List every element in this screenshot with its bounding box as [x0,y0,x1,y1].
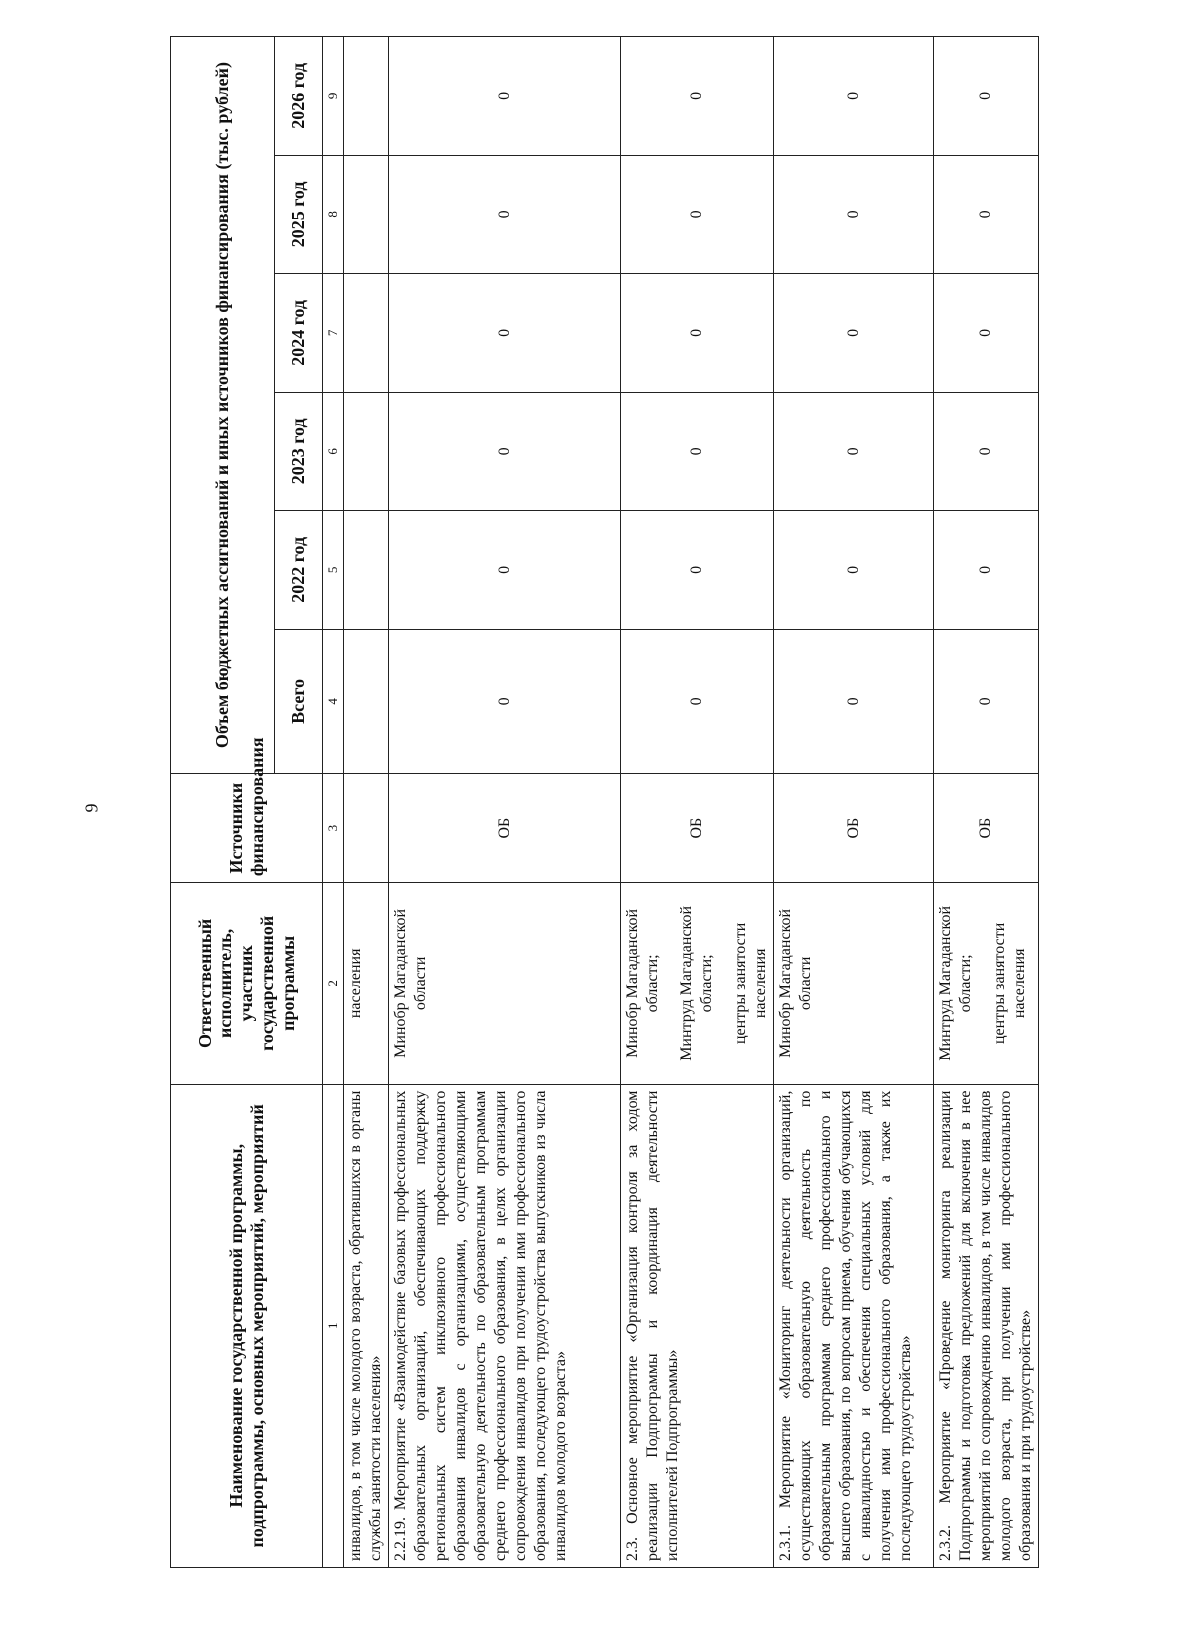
header-2022: 2022 год [275,511,323,629]
row-2026: 0 [621,37,774,156]
responsible-line: Минобр Магаданской области; [624,908,662,1058]
row-2025: 0 [389,155,621,273]
column-number: 2 [323,883,344,1084]
responsible-line: центры занятости населения [732,922,770,1045]
row-2025 [344,155,389,273]
column-number: 5 [323,511,344,629]
row-name: инвалидов, в том числе молодого возраста, обратившихся в органы службы занятости населения» [344,1084,389,1567]
row-source: ОБ [774,774,934,883]
row-2024 [344,274,389,392]
row-2025: 0 [774,155,934,273]
header-2026: 2026 год [275,37,323,156]
responsible-line: Минобр Магаданской области [392,908,430,1058]
row-2024: 0 [934,274,1039,392]
column-number: 4 [323,629,344,774]
row-2023: 0 [621,392,774,510]
row-responsible [621,883,774,1084]
row-2023: 0 [389,392,621,510]
row-responsible [774,883,934,1084]
table-row [389,37,621,1568]
header-responsible: Ответственный исполнитель, участник государственной программы [171,883,323,1084]
row-name: 2.3.2. Мероприятие «Проведение мониторинга реализации Подпрограммы и подготовка предложений для включения в нее мероприятий по сопровождению инвалидов, в том числе инвалидов молодого возраста, при получении ими профессионального образования и при трудоустройстве» [934,1084,1039,1567]
row-2026: 0 [774,37,934,156]
header-2024: 2024 год [275,274,323,392]
row-2022 [344,511,389,629]
responsible-line: центры занятости населения [991,922,1029,1045]
header-total: Всего [275,629,323,774]
row-responsible [934,883,1039,1084]
column-number: 8 [323,155,344,273]
row-2024: 0 [389,274,621,392]
table-row [934,37,1039,1568]
header-2025: 2025 год [275,155,323,273]
row-2026: 0 [389,37,621,156]
responsible-line: населения [347,948,365,1019]
row-name: 2.3.1. Мероприятие «Мониторинг деятельности организаций, осуществляющих образовательную деятельность по образовательным программам среднего профессионального и высшего образования, по вопросам приема, обучения обучающихся с инвалидностью и обеспечения специальных условий для получения ими профессионального образования, а также их последующего трудоустройства» [774,1084,934,1567]
row-2026: 0 [934,37,1039,156]
row-name: 2.2.19. Мероприятие «Взаимодействие базовых профессиональных образовательных организаций, обеспечивающих поддержку региональных систем инклюзивного профессионального образования инвалидов с организациями, осуществляющими образовательную деятельность по образовательным программам среднего профессионального образования, в целях организации сопровождения инвалидов при получении ими профессионального образования, последующего трудоустройства выпускников из числа инвалидов молодого возраста» [389,1084,621,1567]
header-volume: Объем бюджетных ассигнований и иных источников финансирования (тыс. рублей) [171,37,275,774]
responsible-line: Минобр Магаданской области [777,908,815,1058]
financing-table [170,36,1039,1568]
row-source [344,774,389,883]
row-2026 [344,37,389,156]
row-2022: 0 [934,511,1039,629]
row-total: 0 [934,629,1039,774]
table-row [774,37,934,1568]
responsible-line: Минтруд Магаданской области; [678,905,716,1061]
row-source: ОБ [934,774,1039,883]
row-total: 0 [389,629,621,774]
row-2022: 0 [389,511,621,629]
row-total [344,629,389,774]
row-2022: 0 [774,511,934,629]
header-2023: 2023 год [275,392,323,510]
row-2023 [344,392,389,510]
column-number: 6 [323,392,344,510]
column-number: 9 [323,37,344,156]
row-responsible [389,883,621,1084]
column-number-row [323,37,344,1568]
row-source: ОБ [389,774,621,883]
row-2024: 0 [774,274,934,392]
row-source: ОБ [621,774,774,883]
column-number: 3 [323,774,344,883]
page-number: 9 [81,803,102,813]
row-total: 0 [621,629,774,774]
rotated-table-container [170,36,1038,1568]
table-row [344,37,389,1568]
row-2024: 0 [621,274,774,392]
column-number: 1 [323,1084,344,1567]
column-number: 7 [323,274,344,392]
row-total: 0 [774,629,934,774]
header-row-1 [171,37,275,1568]
row-2023: 0 [934,392,1039,510]
row-name: 2.3. Основное мероприятие «Организация контроля за ходом реализации Подпрограммы и координация деятельности исполнителей Подпрограммы» [621,1084,774,1567]
row-2023: 0 [774,392,934,510]
row-2025: 0 [621,155,774,273]
row-2022: 0 [621,511,774,629]
header-name: Наименование государственной программы, подпрограммы, основных мероприятий, мероприятий [171,1084,323,1567]
header-source: Источники финансирования [171,774,323,883]
responsible-line: Минтруд Магаданской области; [937,905,975,1061]
table-row [621,37,774,1568]
row-2025: 0 [934,155,1039,273]
row-responsible [344,883,389,1084]
